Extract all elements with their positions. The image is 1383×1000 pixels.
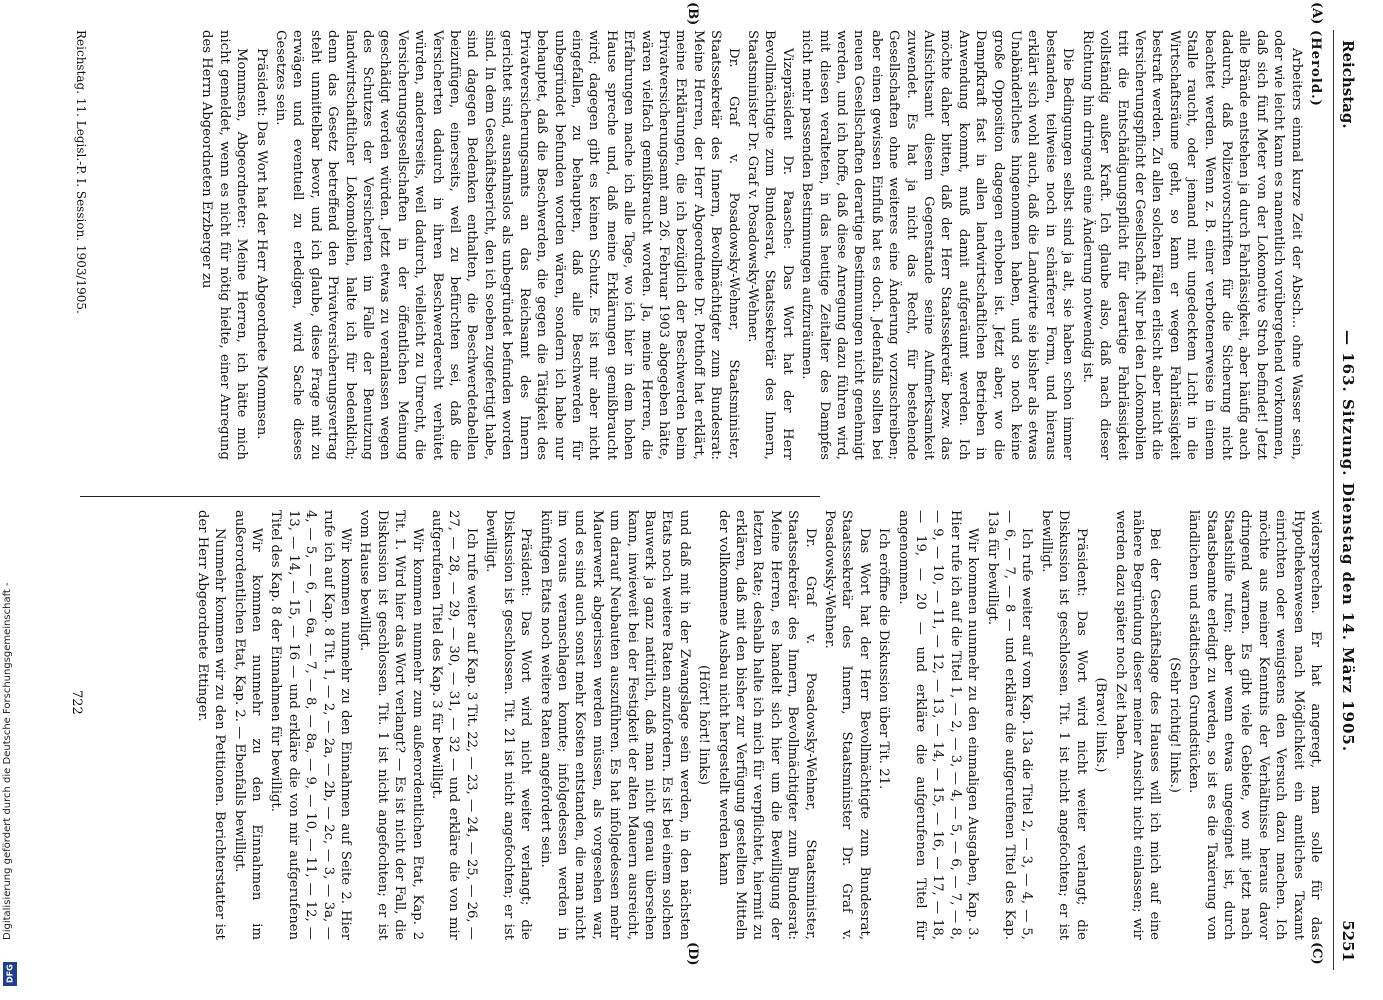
margin-marker-c: (C) (1309, 942, 1324, 965)
margin-marker-d: (D) (685, 942, 700, 966)
interjection: (Hört! hört! links) (696, 664, 712, 786)
interjection: (Sehr richtig! links.) (1166, 657, 1182, 793)
paragraph: und daß mit in der Zwangslage sein werden, in den nächsten Etats noch weitere Raten anzufordern. Es ist bei einem solchen Bauwerk ja ganz natürlich, daß man nicht genau übersehen kann, inwieweit bei der Festigkeit der alten Mauern ausreicht, um darauf Neubauten auszuführen. Es hat infolgedessen mehr Mauerwerk abgerissen werden müssen, als vorgesehen war, und es sind auch sonst mehr Kosten entstanden, die man nicht im voraus veranschlagen konnte; infolgedessen werden in künftigen Etats noch weitere Raten angefordert sein. (537, 510, 692, 940)
paragraph: Mommsen, Abgeordneter: Meine Herren, ich hätte mich nicht gemeldet, wenn es nicht für nötig hielte, einer Anregung des Herrn Abgeordneten Erzberger zu (199, 30, 250, 460)
paragraph: Präsident: Das Wort hat der Herr Abgeordnete Mommsen. (253, 48, 269, 440)
right-column (74, 510, 1324, 940)
margin-marker-b: (B) (685, 2, 700, 26)
header-left: Reichstag. (1339, 40, 1357, 129)
paragraph: Wir kommen nunmehr zu den einmaligen Ausgaben, Kap. 3. Hier rufe ich auf die Titel 1, — 2, — 3, — 4, — 5, — 6, — 7, — 8, — 9, — 10, — 11, — 12, — 13, — 14, — 15, — 16, — 17, — 18, — 19, — 20 — und erkläre die aufgerufenen Titel für angenommen. (895, 510, 981, 940)
paragraph: Das Wort hat der Herr Bevollmächtigte zum Bundesrat, Staatssekretär des Innern, Staatsminister Dr. Graf v. Posadowsky-Wehner. (822, 510, 872, 940)
left-column (74, 30, 1324, 460)
paragraph: Präsident: Das Wort wird nicht weiter verlangt; die Diskussion ist geschlossen. Tit. 21 ist nicht angefochten; er ist bewilligt. (483, 510, 534, 940)
interjection: (Bravo! links.) (1093, 677, 1109, 773)
paragraph: Wir kommen nunmehr zum außerordentlichen Etat, Kap. 2 Tit. 1. Wird hier das Wort verlangt? — Es ist nicht der Fall, die Diskussion ist geschlossen. Tit. 1 ist nicht angefochten; er ist vom Hause bewilligt. (357, 510, 425, 940)
paragraph: Bei der Geschäftslage des Hauses will ich mich auf eine nähere Begründung dieser meiner Ansicht nicht einlassen; wir werden dazu später noch Zeit haben. (1112, 510, 1163, 940)
paragraph: Vizepräsident Dr. Paasche: Das Wort hat der Herr Bevollmächtigte zum Bundesrat, Staatssekretär des Innern, Staatsminister Dr. Graf v. Posadowsky-Wehner. (745, 30, 795, 460)
page-number-top: 5251 (1339, 920, 1357, 962)
page-number-bottom: 722 (69, 690, 84, 715)
rotated-document (60, 2, 1360, 970)
paragraph: Die Bedingungen selbst sind ja alt, sie haben schon immer bestanden, teilweise noch in schärferer Form, und hieraus erklärt sich wohl auch, daß die Landwirte sie bisher als etwas Unabänderliches hingenommen haben, und so noch keine große Opposition dagegen erhoben ist. Jetzt aber, wo die Dampfkraft fast in allen landwirtschaftlichen Betrieben in Anwendung kommt, muß damit aufgeräumt werden. Ich möchte daher bitten, daß der Herr Staatssekretär bezw. das Aufsichtsamt diesem Gegenstande seine Aufmerksamkeit zuwendet. Es hat ja nicht das Recht, für bestehende Gesellschaften ohne weiteres eine Änderung vorzuschreiben; aber einen gewissen Einfluß hat es doch. Jedenfalls sollten bei neuen Gesellschaften derartige Bestimmungen nicht genehmigt werden, und ich hoffe, daß diese Anregung dazu führen wird, mit diesen veralteten, in das heutige Zeitalter des Dampfes nicht mehr passenden Bestimmungen aufzuräumen. (799, 30, 1076, 460)
paragraph: Ich rufe weiter auf vom Kap. 13a die Titel 2, — 3, — 4, — 5, — 6, — 7, — 8 — und erkläre die aufgerufenen Titel des Kap. 13a für bewilligt. (984, 510, 1035, 940)
margin-marker-a: (A) (1309, 2, 1324, 25)
paragraph: Nunmehr kommen wir zu den Petitionen. Berichterstatter ist der Herr Abgeordnete Ettinger. (194, 510, 228, 940)
paragraph: Dr. Graf v. Posadowsky-Wehner, Staatsminister, Staatssekretär des Innern, Bevollmächtigter zum Bundesrat: Meine Herren, der Herr Abgeordnete Dr. Potthoff hat erklärt, meine Erklärungen, die ich bezüglich der Beschwerden beim Privatversicherungsamt am 26. Februar 1903 abgegeben hätte, wären vielfach gemißbraucht worden. Ja, meine Herren, die Erfahrungen mache ich alle Tage, wo ich hier in dem hohen Hause spreche und, daß meine Erklärungen gemißbraucht wird; dagegen gibt es keinen Schutz. Es ist mir aber nicht eingefallen, zu behaupten, daß alle Beschwerden für unbegründet befunden worden wären, sondern ich habe nur behauptet, daß die Beschwerden, die gegen die Tätigkeit des Privatversicherungsamts an das Reichsamt des Innern gerichtet sind, ausnahmslos als unbegründet befunden worden sind. In dem Geschäftsbericht, den ich soeben zugefertigt habe, sind dagegen Bedenken enthalten, die Beschwerdetabellen beizufügen, einerseits, weil zu befürchten sei, daß die Versicherten dadurch in ihren Beschwerderecht verhütet würden, andererseits, weil dadurch, vielleicht zu Unrecht, die Versicherungsgesellschaften in der öffentlichen Meinung geschädigt werden würden. Jetzt etwas zu veranlassen wegen des Schutzes der Versicherten im Falle der Benutzung landwirtschaftlicher Lokomobilen, halte ich für bedenklich; denn das Gesetz betreffend den Privatversicherungsvertrag steht unmittelbar bevor, und ich glaube, diese Frage mit zu erwägen und eventuell zu erledigen, wird Sache dieses Gesetzes sein. (273, 30, 741, 460)
paragraph: Wir kommen nunmehr zu den Einnahmen auf Seite 2. Hier rufe ich auf Kap. 8 Tit. 1, — 2, — 2a, — 2b, — 2c, — 3, — 3a, — 4, — 5, — 6, — 6a, — 7, — 8, — 8a, — 9, — 10, — 11, — 12, — 13, — 14, — 15, — 16 — und erkläre die von mir aufgerufenen Titel des Kap. 8 der Einnahmen für bewilligt. (268, 510, 354, 940)
page-header (1333, 30, 1360, 970)
header-center: — 163. Sitzung. Dienstag den 14. März 1905. (1339, 330, 1357, 753)
paragraph: Ich rufe weiter auf Kap. 3 Tit. 22, — 23, — 24, — 25, — 26, — 27, — 28, — 29, — 30, — 31, — 32 — und erkläre die von mir aufgerufenen Titel des Kap. 3 für bewilligt. (429, 510, 479, 940)
paragraph: Dr. Graf v. Posadowsky-Wehner, Staatsminister, Staatssekretär des Innern, Bevollmächtigter zum Bundesrat: Meine Herren, es handelt sich hier um die Bewilligung der letzten Rate; deshalb halte ich mich für verpflichtet, hiermit zu erklären, daß mit den bisher zur Verfügung gestellten Mitteln der vollkommene Ausbau nicht hergestellt werden kann (715, 510, 818, 940)
paragraph: Präsident: Das Wort wird nicht weiter verlangt; die Diskussion ist geschlossen. Tit. 1 ist nicht angefochten; er ist bewilligt. (1038, 510, 1089, 940)
sidebar (0, 0, 22, 1000)
page-footer: Reichstag. 11. Legisl.-P. I. Session. 1903/1905. (74, 30, 88, 314)
column-divider (80, 496, 820, 497)
paragraph: Arbeiters einmal kurze Zeit der Absch... ohne Wasser sein, oder wie leicht kann es namentlich vorübergehend vorkommen, daß sich fünf Meter von der Lokomotive Stroh befindet! Jetzt alle Brände entstehen ja durch Fahrlässigkeit, aber häufig auch dadurch, daß Polizeivorschriften für die Sicherung nicht beachtet werden. Wenn z. B. einer verbotenerweise in einem Stalle raucht, oder jemand mit ungedecktem Licht in die Wirtschaftsräume geht, so kann er wegen Fahrlässigkeit bestraft werden. Zu allen solchen Fällen erlischt aber nicht die Versicherungspflicht der Gesellschaft. Nur bei den Lokomobilen tritt die Entschädigungspflicht für derartige Fahrlässigkeit vollständig außer Kraft. Ich glaube also, daß nach dieser Richtung hin dringend eine Änderung notwendig ist. (1079, 30, 1304, 460)
paragraph: Ich eröffne die Diskussion über Tit. 21. (876, 528, 892, 790)
paragraph: Wir kommen nunmehr zu den Einnahmen im außerordentlichen Etat, Kap. 2. — Ebenfalls bewilligt. (231, 510, 265, 940)
speaker-head: (Herold.) (1308, 30, 1323, 107)
paragraph: widersprechen. Er hat angeregt, man solle für das Hypothekenwesen nach Möglichkeit ein amtliches Taxamt einrichten oder wenigstens den Versuch dazu machen. Ich möchte aus meiner Kenntnis der Verhältnisse heraus davor dringend warnen. Es gibt viele Gebiete, wo mit jetzt nach Staatshilfe rufen; aber wenn etwas ungeeignet ist, durch Staatsbeamte erledigt zu werden, so ist es die Taxierung von ländlichen und städtischen Grundstücken. (1186, 510, 1323, 940)
dfg-logo-icon: DFG (3, 962, 17, 986)
funding-note: Digitalisierung gefördert durch die Deutsche Forschungsgemeinschaft - (2, 582, 13, 940)
